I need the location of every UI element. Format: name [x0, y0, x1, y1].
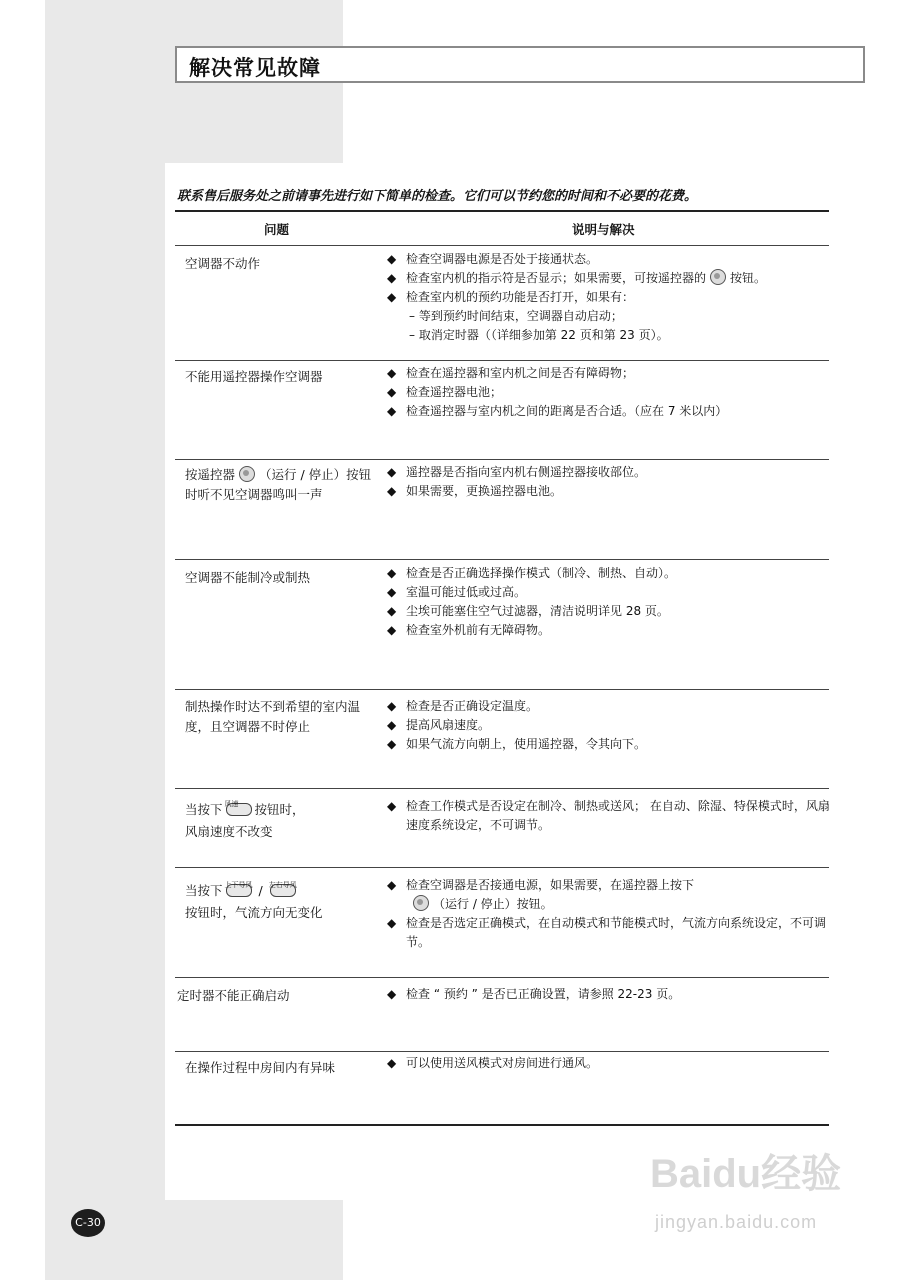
- diamond-bullet-icon: ◆: [387, 465, 397, 479]
- solution-item: ◆ 检查是否正确选择操作模式（制冷、制热、自动）。: [387, 564, 832, 583]
- power-button-icon: [710, 269, 726, 285]
- row-rule: [175, 1051, 829, 1052]
- page-margin-band: [45, 0, 165, 1280]
- fan-speed-button-icon: 风速: [226, 803, 252, 816]
- header-solution: 说明与解决: [572, 222, 635, 237]
- solution-item: ◆ 检查室外机前有无障碍物。: [387, 621, 832, 640]
- diamond-bullet-icon: ◆: [387, 252, 397, 266]
- diamond-bullet-icon: ◆: [387, 366, 397, 380]
- title-box: [175, 46, 865, 83]
- solution-item: ◆ 如果气流方向朝上，使用遥控器，令其向下。: [387, 735, 832, 754]
- problem-text: 在操作过程中房间内有异味: [185, 1060, 336, 1075]
- diamond-bullet-icon: ◆: [387, 799, 397, 813]
- diamond-bullet-icon: ◆: [387, 718, 397, 732]
- solution-item: ◆ 室温可能过低或过高。: [387, 583, 832, 602]
- solution-item: ◆ 检查空调器是否接通电源，如果需要，在遥控器上按下: [387, 876, 832, 895]
- problem-text: 空调器不动作: [185, 256, 261, 271]
- row-rule: [175, 559, 829, 560]
- diamond-bullet-icon: ◆: [387, 271, 397, 285]
- row-rule: [175, 689, 829, 690]
- diamond-bullet-icon: ◆: [387, 699, 397, 713]
- solution-list: [387, 697, 832, 754]
- solution-item: ◆ 提高风扇速度。: [387, 716, 832, 735]
- horizontal-swing-button-icon: 左右导风: [270, 884, 296, 897]
- solution-item: ◆ 遥控器是否指向室内机右侧遥控器接收部位。: [387, 463, 832, 482]
- solution-item: ◆ 检查在遥控器和室内机之间是否有障碍物；: [387, 364, 832, 383]
- row-rule: [175, 977, 829, 978]
- problem-text: 空调器不能制冷或制热: [185, 570, 311, 585]
- header-problem: 问题: [264, 222, 290, 237]
- diamond-bullet-icon: ◆: [387, 623, 397, 637]
- solution-item: [387, 269, 832, 288]
- diamond-bullet-icon: ◆: [387, 290, 397, 304]
- row-rule: [175, 788, 829, 789]
- diamond-bullet-icon: ◆: [387, 404, 397, 418]
- diamond-bullet-icon: ◆: [387, 987, 397, 1001]
- problem-text: 当按下 风速 按钮时， 风扇速度不改变: [185, 800, 305, 839]
- solution-item: ◆ 检查室内机的预约功能是否打开，如果有：: [387, 288, 832, 307]
- sub-item: – 等到预约时间结束，空调器自动启动；: [409, 309, 623, 323]
- solution-list: [387, 250, 832, 345]
- power-button-icon: [413, 895, 429, 911]
- sub-item: – 取消定时器（（详细参加第 22 页和第 23 页）。: [409, 328, 669, 342]
- solution-item: ◆ 检查遥控器电池；: [387, 383, 832, 402]
- intro-text: 联系售后服务处之前请事先进行如下简单的检查。它们可以节约您的时间和不必要的花费。: [177, 189, 698, 204]
- power-button-icon: [239, 466, 255, 482]
- page-number: C-30: [71, 1209, 105, 1237]
- solution-item: ◆ 如果需要，更换遥控器电池。: [387, 482, 832, 501]
- row-rule: [175, 459, 829, 460]
- solution-list: [387, 876, 832, 952]
- diamond-bullet-icon: ◆: [387, 878, 397, 892]
- table-bottom-rule: [175, 1124, 829, 1126]
- watermark-url: jingyan.baidu.com: [655, 1212, 818, 1232]
- diamond-bullet-icon: ◆: [387, 604, 397, 618]
- row-rule: [175, 360, 829, 361]
- solution-list: [387, 797, 832, 835]
- row-rule: [175, 867, 829, 868]
- solution-item: ◆ 检查空调器电源是否处于接通状态。: [387, 250, 832, 269]
- diamond-bullet-icon: ◆: [387, 484, 397, 498]
- solution-item: ◆ 尘埃可能塞住空气过滤器，清洁说明详见 28 页。: [387, 602, 832, 621]
- page-title: 解决常见故障: [189, 56, 321, 80]
- footer-gray-block: [165, 1200, 343, 1280]
- solution-item: ◆ 可以使用送风模式对房间进行通风。: [387, 1054, 832, 1073]
- problem-text: 制热操作时达不到希望的室内温度，且空调器不时停止: [185, 699, 361, 734]
- solution-item: ◆ 检查 “ 预约 ” 是否已正确设置，请参照 22-23 页。: [387, 985, 832, 1004]
- solution-item: ◆ 检查是否选定正确模式，在自动模式和节能模式时，气流方向系统设定，不可调节。: [387, 916, 827, 949]
- diamond-bullet-icon: ◆: [387, 385, 397, 399]
- problem-text: 不能用遥控器操作空调器: [185, 369, 323, 384]
- sub-item: （运行 / 停止）按钮。: [387, 895, 832, 914]
- solution-item: ◆ 检查遥控器与室内机之间的距离是否合适。（应在 7 米以内）: [387, 402, 832, 421]
- vertical-swing-button-icon: 上下导风: [226, 884, 252, 897]
- solution-list: [387, 985, 832, 1004]
- problem-text: 定时器不能正确启动: [177, 988, 290, 1003]
- diamond-bullet-icon: ◆: [387, 566, 397, 580]
- diamond-bullet-icon: ◆: [387, 1056, 397, 1070]
- diamond-bullet-icon: ◆: [387, 737, 397, 751]
- diamond-bullet-icon: ◆: [387, 916, 397, 930]
- solution-item: ◆ 检查是否正确设定温度。: [387, 697, 832, 716]
- table-top-rule: [175, 210, 829, 212]
- solution-list: [387, 1054, 832, 1073]
- problem-text: 当按下 上下导风 / 左右导风 按钮时，气流方向无变化: [185, 881, 323, 920]
- solution-list: [387, 463, 832, 501]
- solution-text-with-button: 检查室内机的指示符是否显示；如果需要，可按遥控器的 按钮。: [406, 271, 767, 285]
- solution-list: [387, 564, 832, 640]
- header-rule: [175, 245, 829, 246]
- diamond-bullet-icon: ◆: [387, 585, 397, 599]
- watermark-logo: Baidu经验: [650, 1152, 842, 1196]
- solution-list: [387, 364, 832, 421]
- problem-text: 按遥控器 （运行 / 停止）按钮时听不见空调器鸣叫一声: [185, 467, 372, 502]
- solution-item: ◆ 检查工作模式是否设定在制冷、制热或送风； 在自动、除湿、特保模式时，风扇速度系统设定，不可调节。: [387, 799, 830, 832]
